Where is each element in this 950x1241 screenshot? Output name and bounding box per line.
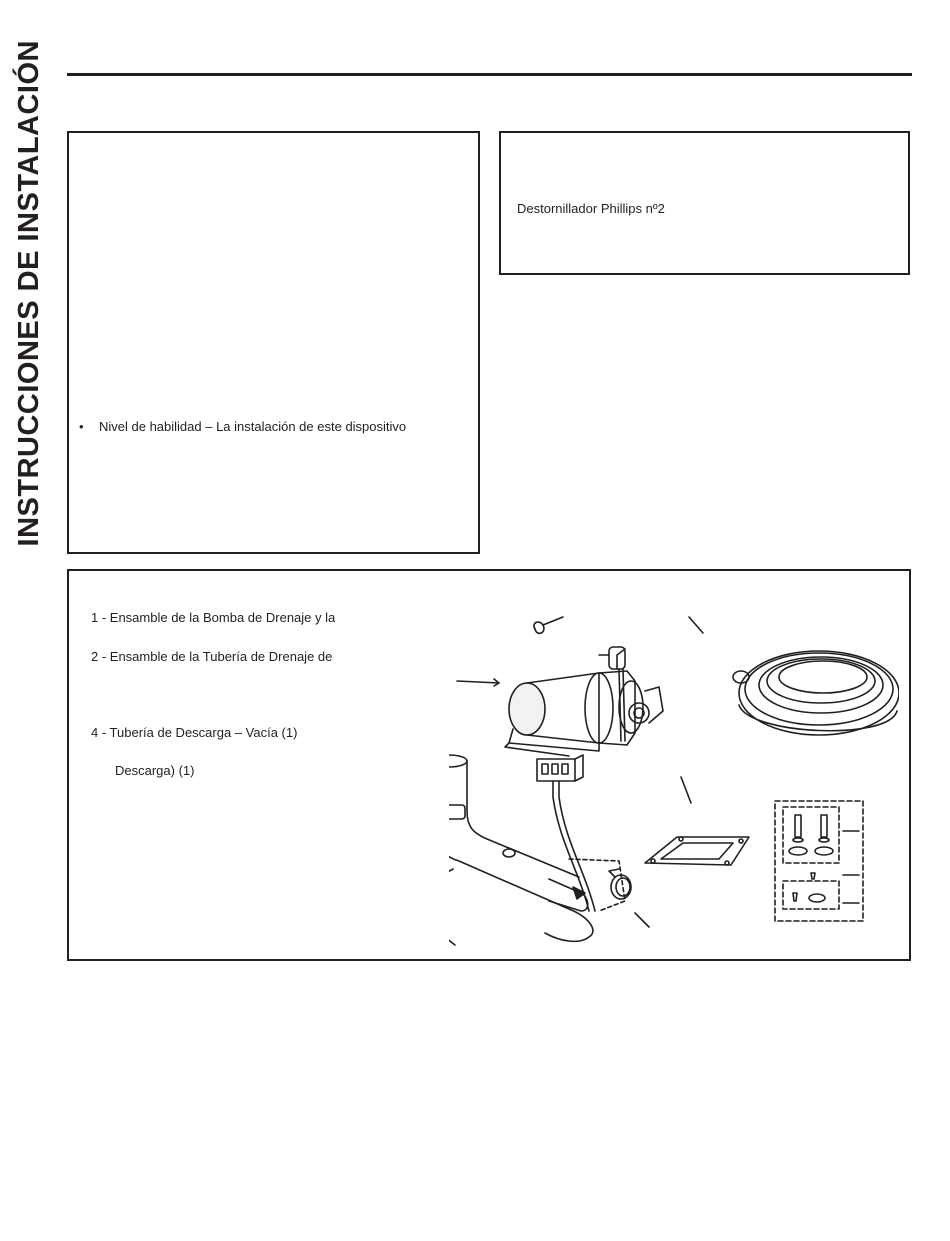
- part-item-4-continued: Descarga) (1): [115, 763, 195, 778]
- clamp-left-leader-line: [449, 931, 455, 945]
- tool-phillips-screwdriver: Destornillador Phillips nº2: [517, 201, 665, 216]
- side-section-title: INSTRUCCIONES DE INSTALACIÓN: [13, 40, 45, 547]
- pump-leader-line: [457, 681, 499, 683]
- part-item-4: 4 - Tubería de Descarga – Vacía (1): [91, 725, 298, 740]
- gasket-icon: [645, 837, 749, 865]
- hose-coil-icon: [733, 651, 899, 735]
- bullet-icon: •: [79, 419, 84, 434]
- clamp-right-leader-line: [635, 913, 649, 927]
- part-item-1: 1 - Ensamble de la Bomba de Drenaje y la: [91, 610, 336, 625]
- gasket-leader-line: [681, 777, 691, 803]
- drain-tube-icon: [449, 755, 625, 941]
- small-clamp-top-icon: [534, 617, 563, 633]
- parts-box: [67, 569, 911, 961]
- parts-illustration: [449, 611, 899, 951]
- requirements-box: [67, 131, 480, 554]
- power-connector-icon: [537, 755, 595, 911]
- tube-leader-line: [449, 869, 453, 883]
- hose-leader-line: [689, 617, 703, 633]
- hose-clamp-right-icon: [609, 869, 631, 899]
- drain-pump-icon: [505, 647, 663, 756]
- part-item-2: 2 - Ensamble de la Tubería de Drenaje de: [91, 649, 333, 664]
- header-rule: [67, 73, 912, 76]
- skill-level-text: Nivel de habilidad – La instalación de este dispositivo: [99, 419, 407, 434]
- tools-box: [499, 131, 910, 275]
